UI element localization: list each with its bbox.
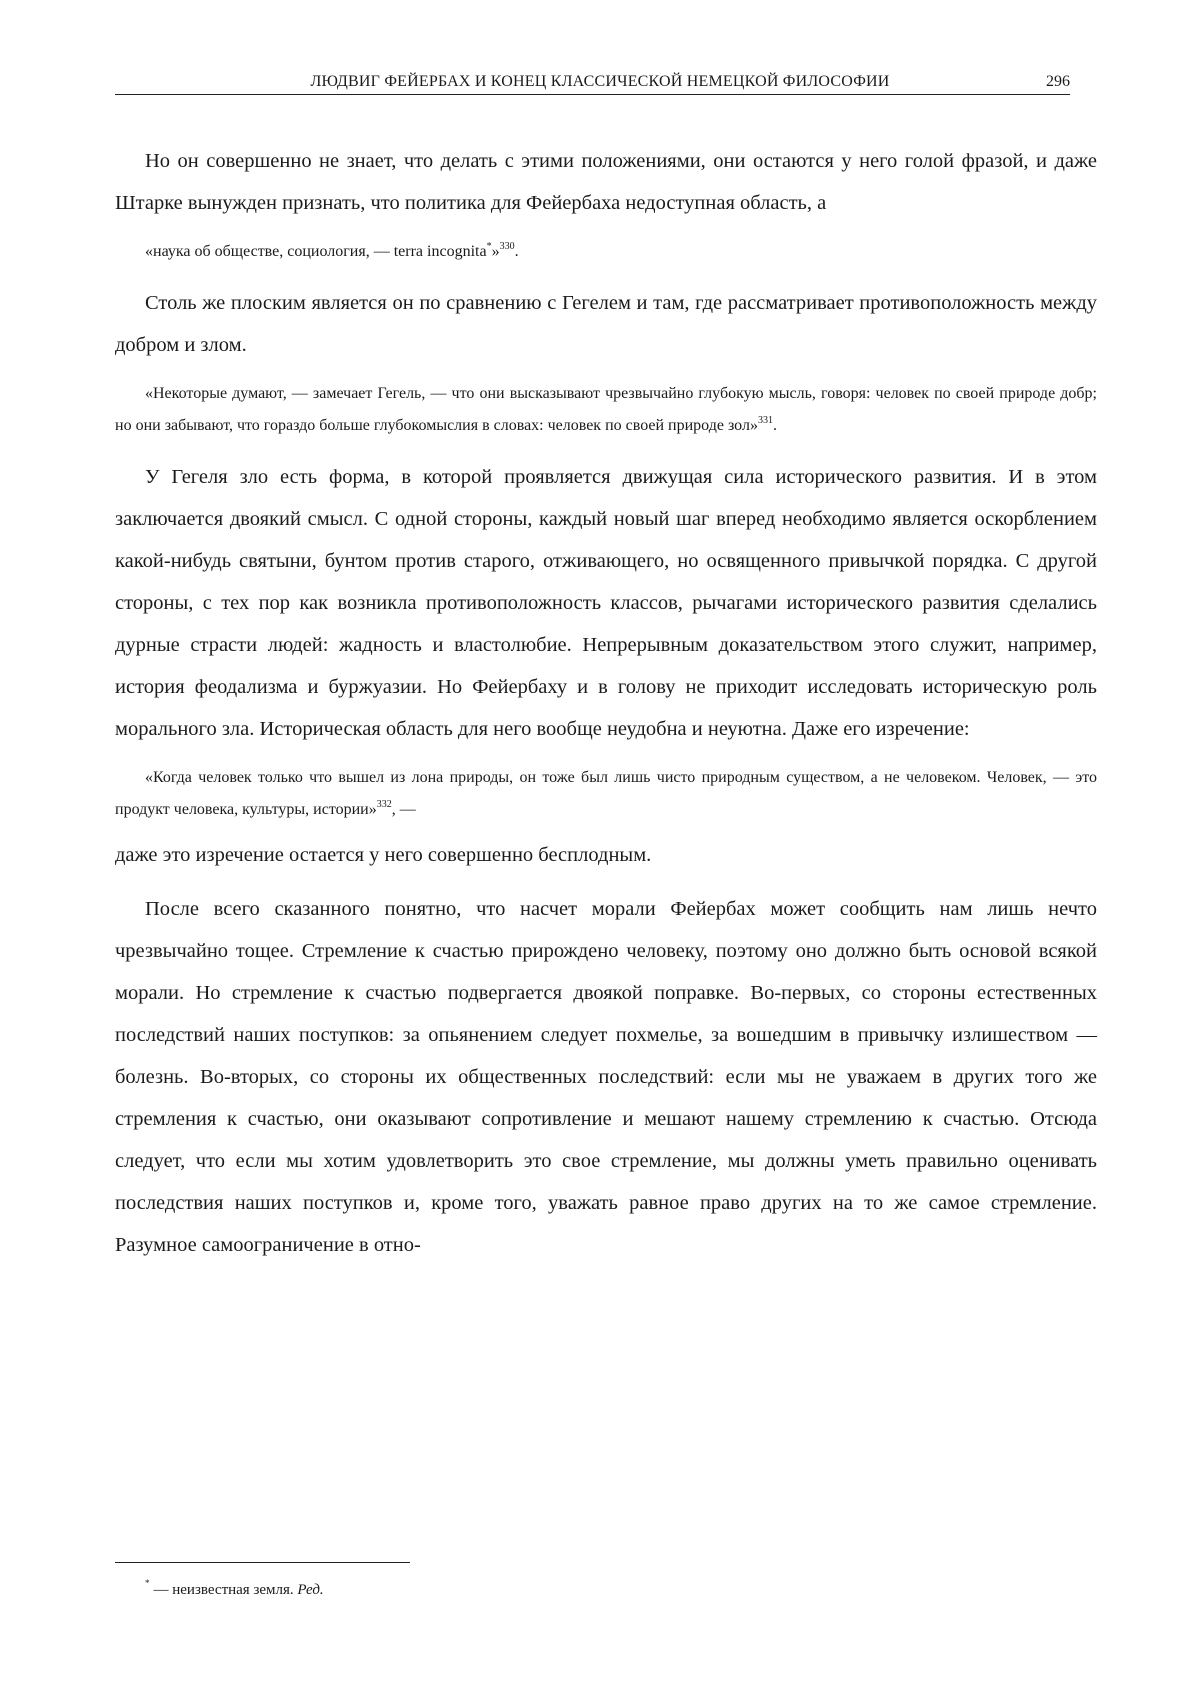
main-text xyxy=(115,140,1097,1278)
quote-1-tail: . xyxy=(514,243,519,260)
footnote xyxy=(145,1572,324,1601)
quote-1 xyxy=(115,236,1097,268)
quote-3-ref: 332 xyxy=(376,799,392,810)
quote-3-tail: , — xyxy=(391,801,416,818)
quote-2-text: «Некоторые думают, — замечает Гегель, — что они высказывают чрезвычайно глубокую мысль, говоря: человек по своей природе добр; но они забывают, что гораздо больше глубокомыслия в словах: человек по своей природе зол» xyxy=(115,385,1097,434)
paragraph-2: Столь же плоским является он по сравнению с Гегелем и там, где рассматривает противоположность между добром и злом. xyxy=(115,292,1097,356)
quote-2 xyxy=(115,378,1097,442)
quote-1-ref: 330 xyxy=(499,241,515,252)
footnote-text: — неизвестная земля. xyxy=(153,1582,298,1598)
paragraph-4: даже это изречение остается у него совершенно бесплодным. xyxy=(115,844,652,866)
quote-1-close: » xyxy=(491,243,500,260)
paragraph-1: Но он совершенно не знает, что делать с этими положениями, они остаются у него голой фразой, и даже Штарке вынужден признать, что политика для Фейербаха недоступная область, а xyxy=(115,150,1097,214)
paragraph-3: У Гегеля зло есть форма, в которой проявляется движущая сила исторического развития. И в этом заключается двоякий смысл. С одной стороны, каждый новый шаг вперед необходимо является оскорблением какой-нибудь святыни, бунтом против старого, отживающего, но освященного привычкой порядка. С другой стороны, с тех пор как возникла противоположность классов, рычагами исторического развития сделались дурные страсти людей: жадность и властолюбие. Непрерывным доказательством этого служит, например, история феодализма и буржуазии. Но Фейербаху и в голову не приходит исследовать историческую роль морального зла. Историческая область для него вообще неудобна и неуютна. Даже его изречение: xyxy=(115,466,1097,740)
footnote-rule xyxy=(115,1562,410,1563)
quote-1-asterisk: * xyxy=(486,241,492,252)
quote-1-text: «наука об обществе, социология, — terra incognita xyxy=(145,243,487,260)
quote-3 xyxy=(115,762,1097,826)
quote-2-ref: 331 xyxy=(757,415,773,426)
quote-2-tail: . xyxy=(772,417,777,434)
running-header xyxy=(115,70,1070,95)
quote-3-text: «Когда человек только что вышел из лона природы, он тоже был лишь чисто природным существом, а не человеком. Человек, — это продукт человека, культуры, истории» xyxy=(115,769,1097,818)
footnote-mark: * xyxy=(145,1578,150,1588)
page-number: 296 xyxy=(1046,73,1070,90)
footnote-editor: Ред. xyxy=(297,1582,324,1598)
paragraph-5: После всего сказанного понятно, что насчет морали Фейербах может сообщить нам лишь нечто чрезвычайно тощее. Стремление к счастью прирождено человеку, поэтому оно должно быть основой всякой морали. Но стремление к счастью подвергается двоякой поправке. Во-первых, со стороны естественных последствий наших поступков: за опьянением следует похмелье, за вошедшим в привычку излишеством — болезнь. Во-вторых, со стороны их общественных последствий: если мы не уважаем в других того же стремления к счастью, они оказывают сопротивление и мешают нашему стремлению к счастью. Отсюда следует, что если мы хотим удовлетворить это свое стремление, мы должны уметь правильно оценивать последствия наших поступков и, кроме того, уважать равное право других на то же самое стремление. Разумное самоограничение в отно- xyxy=(115,898,1097,1256)
running-header-title: ЛЮДВИГ ФЕЙЕРБАХ И КОНЕЦ КЛАССИЧЕСКОЙ НЕМЕЦКОЙ ФИЛОСОФИИ xyxy=(310,73,890,90)
